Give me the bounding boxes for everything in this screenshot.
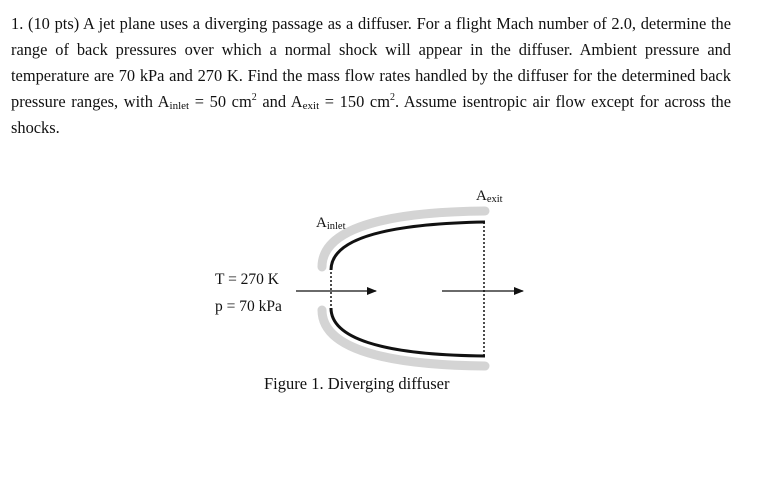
inlet-area-label-base: A (316, 215, 327, 231)
exit-area-label-base: A (476, 188, 487, 204)
ambient-pressure-label: p = 70 kPa (215, 298, 282, 315)
exit-subscript: exit (302, 100, 320, 112)
inlet-area-exponent: 2 (251, 92, 257, 103)
problem-text-part-3: and A (256, 92, 303, 111)
exit-area-exponent: 2 (389, 92, 395, 103)
problem-text-part-5: . Assume isentropic air flow except for across the shocks. (11, 92, 731, 137)
diffuser-wall-shadow-lower (322, 310, 485, 366)
problem-text-part-4: = 150 cm (319, 92, 390, 111)
inlet-area-label-sub: inlet (326, 221, 346, 232)
diffuser-wall-shadow-upper (322, 211, 485, 267)
problem-text-part-2: = 50 cm (189, 92, 252, 111)
ambient-temperature-label: T = 270 K (215, 271, 279, 288)
problem-number: 1. (11, 14, 24, 33)
figure-caption: Figure 1. Diverging diffuser (264, 374, 450, 393)
exit-area-label (476, 188, 503, 205)
inlet-subscript: inlet (169, 100, 190, 112)
problem-text-part-1: A jet plane uses a diverging passage as a diffuser. For a flight Mach number of 2.0, determine the range of back pressures over which a normal shock will appear in the diffuser. Ambient pressure and temperature are 70 kPa and 270 K. Find the mass flow rates handled by the diffuser for the determined back pressure ranges, with A (11, 14, 731, 111)
problem-points: (10 pts) (28, 14, 80, 33)
exit-area-label-sub: exit (486, 194, 503, 205)
inlet-area-label (316, 215, 346, 232)
